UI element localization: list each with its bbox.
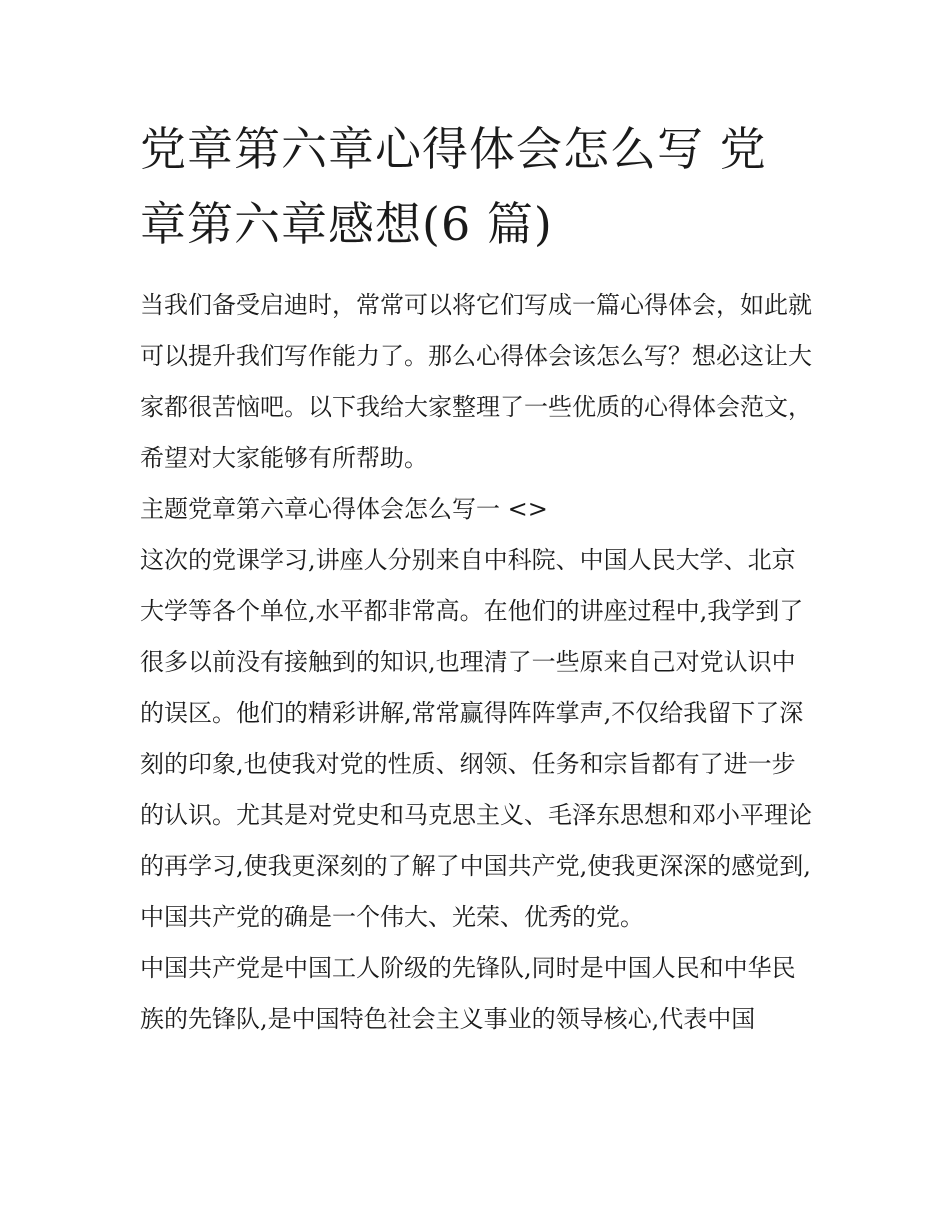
document-title: 党章第六章心得体会怎么写 党章第六章感想(6 篇) (140, 122, 767, 251)
section-subtitle: 主题党章第六章心得体会怎么写一 <> (140, 495, 548, 523)
intro-paragraph: 当我们备受启迪时，常常可以将它们写成一篇心得体会，如此就可以提升我们写作能力了。那么心得体会该怎么写？想必这让大家都很苦恼吧。以下我给大家整理了一些优质的心得体会范文，希望对大家能够有所帮助。 (140, 291, 812, 472)
body-paragraph-1: 这次的党课学习,讲座人分别来自中科院、中国人民大学、北京大学等各个单位,水平都非常高。在他们的讲座过程中,我学到了很多以前没有接触到的知识,也理清了一些原来自己对党认识中的误区。他们的精彩讲解,常常赢得阵阵掌声,不仅给我留下了深刻的印象,也使我对党的性质、纲领、任务和宗旨都有了进一步的认识。尤其是对党史和马克思主义、毛泽东思想和邓小平理论的再学习,使我更深刻的了解了中国共产党,使我更深深的感觉到,中国共产党的确是一个伟大、光荣、优秀的党。 (140, 546, 812, 931)
body-paragraph-2: 中国共产党是中国工人阶级的先锋队,同时是中国人民和中华民族的先锋队,是中国特色社会主义事业的领导核心,代表中国 (140, 954, 796, 1033)
document-page (140, 112, 812, 1045)
